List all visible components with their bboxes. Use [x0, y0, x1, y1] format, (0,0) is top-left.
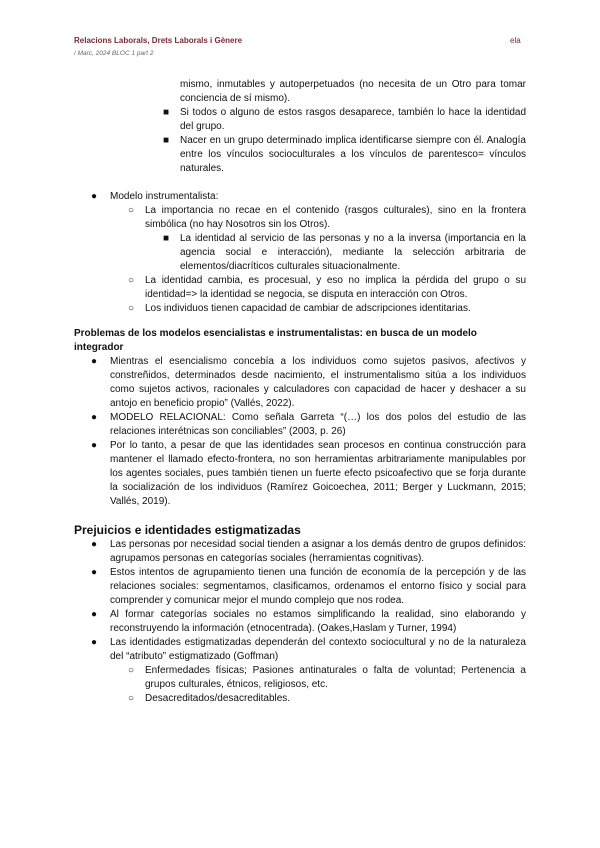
disc-bullet-icon: ●: [91, 191, 98, 202]
list-item-text: La identidad al servicio de las personas y no a la inversa (importancia en la agencia social e interacción), mediante la selección arbitraria de elementos/diacríticos culturales situacionalmente.: [180, 233, 526, 272]
list-item: [91, 439, 526, 509]
list-item-text: Estos intentos de agrupamiento tienen una función de economía de la percepción y de las relaciones sociales: segmentamos, clasificamos, ordenamos el entorno físico y social para comprender y comunicar mejor el mundo complejo que nos rodea.: [110, 567, 526, 606]
list-item: [128, 274, 526, 302]
disc-bullet-icon: ●: [91, 637, 98, 648]
list-item: [91, 566, 526, 608]
list-item-text: Modelo instrumentalista:: [110, 191, 219, 202]
circle-bullet-icon: ○: [128, 665, 135, 676]
disc-bullet-icon: ●: [91, 609, 98, 620]
header-course-title: Relacions Laborals, Drets Laborals i Gènere: [74, 36, 243, 45]
list-item: [128, 692, 526, 706]
list-item-text: Enfermedades físicas; Pasiones antinaturales o falta de voluntad; Pertenencia a grupos culturales, étnicos, religiosos, etc.: [145, 665, 526, 690]
circle-bullet-icon: ○: [128, 205, 135, 216]
circle-bullet-icon: ○: [128, 303, 135, 314]
list-item-text: Si todos o alguno de estos rasgos desaparece, también lo hace la identidad del grupo.: [180, 107, 526, 132]
list-item: [91, 411, 526, 439]
list-item-text: Mientras el esencialismo concebía a los individuos como sujetos pasivos, afectivos y constreñidos, determinados desde nacimiento, el instrumentalismo sitúa a los individuos como sujetos activos, racionales y calculadores con capacidad de hacer y deshacer a su antojo en beneficio propio” (Vallés, 2022).: [110, 356, 526, 409]
header-user: ela: [510, 36, 521, 45]
square-bullet-icon: ■: [163, 107, 170, 118]
list-item-text: Las personas por necesidad social tienden a asignar a los demás dentro de grupos definidos: agrupamos personas en categorías sociales (herramientas cognitivas).: [110, 539, 526, 564]
list-item-text: Por lo tanto, a pesar de que las identidades sean procesos en continua construcción para mantener el llamado efecto-frontera, no son herramientas arbitrariamente manipulables por los agentes sociales, pues también tienen un fuerte efecto psicoafectivo que se forja durante la socialización de los individuos (Ramírez Goicoechea, 2011; Berger y Luckmann, 2015; Vallés, 2019).: [110, 440, 526, 507]
list-item-text: Desacreditados/desacreditables.: [145, 693, 291, 704]
list-item: [91, 608, 526, 636]
disc-bullet-icon: ●: [91, 567, 98, 578]
list-item-text: La importancia no recae en el contenido (rasgos culturales), sino en la frontera simbólica (no hay Nosotros sin los Otros).: [145, 205, 526, 230]
section-heading: Prejuicios e identidades estigmatizadas: [74, 523, 301, 537]
list-item: [163, 106, 526, 134]
square-bullet-icon: ■: [163, 135, 170, 146]
disc-bullet-icon: ●: [91, 440, 98, 451]
list-item-text: Al formar categorías sociales no estamos simplificando la realidad, sino elaborando y reconstruyendo la información (etnocentrada). (Oakes,Haslam y Turner, 1994): [110, 609, 526, 634]
list-item: [91, 538, 526, 566]
header-date: / Marc, 2024 BLOC 1 part 2: [74, 50, 154, 57]
section-heading: Problemas de los modelos esencialistas e instrumentalistas: en busca de un modelo integrador: [74, 328, 477, 353]
list-item-text: La identidad cambia, es procesual, y eso no implica la pérdida del grupo o su identidad=> la identidad se negocia, se disputa en interacción con Otros.: [145, 275, 526, 300]
disc-bullet-icon: ●: [91, 356, 98, 367]
square-bullet-icon: ■: [163, 233, 170, 244]
document-body: [0, 78, 600, 706]
list-item: [163, 232, 526, 274]
list-item: [91, 355, 526, 411]
list-item: [163, 134, 526, 176]
list-item: [128, 204, 526, 232]
disc-bullet-icon: ●: [91, 412, 98, 423]
list-item: [91, 190, 526, 204]
circle-bullet-icon: ○: [128, 275, 135, 286]
continued-paragraph: mismo, inmutables y autoperpetuados (no necesita de un Otro para tomar conciencia de sí mismo).: [180, 79, 526, 104]
list-item-text: Nacer en un grupo determinado implica identificarse siempre con él. Analogía entre los vínculos socioculturales a los vínculos de parentesco= vínculos naturales.: [180, 135, 526, 174]
list-item-text: MODELO RELACIONAL: Como señala Garreta “(…) los dos polos del estudio de las relaciones interétnicas son conciliables” (2003, p. 26): [110, 412, 526, 437]
list-item-text: Los individuos tienen capacidad de cambiar de adscripciones identitarias.: [145, 303, 471, 314]
list-item: [91, 636, 526, 664]
list-item: [128, 664, 526, 692]
disc-bullet-icon: ●: [91, 539, 98, 550]
circle-bullet-icon: ○: [128, 693, 135, 704]
list-item-text: Las identidades estigmatizadas dependerán del contexto sociocultural y no de la naturaleza del “atributo” estigmatizado (Goffman): [110, 637, 526, 662]
list-item: [128, 302, 526, 316]
